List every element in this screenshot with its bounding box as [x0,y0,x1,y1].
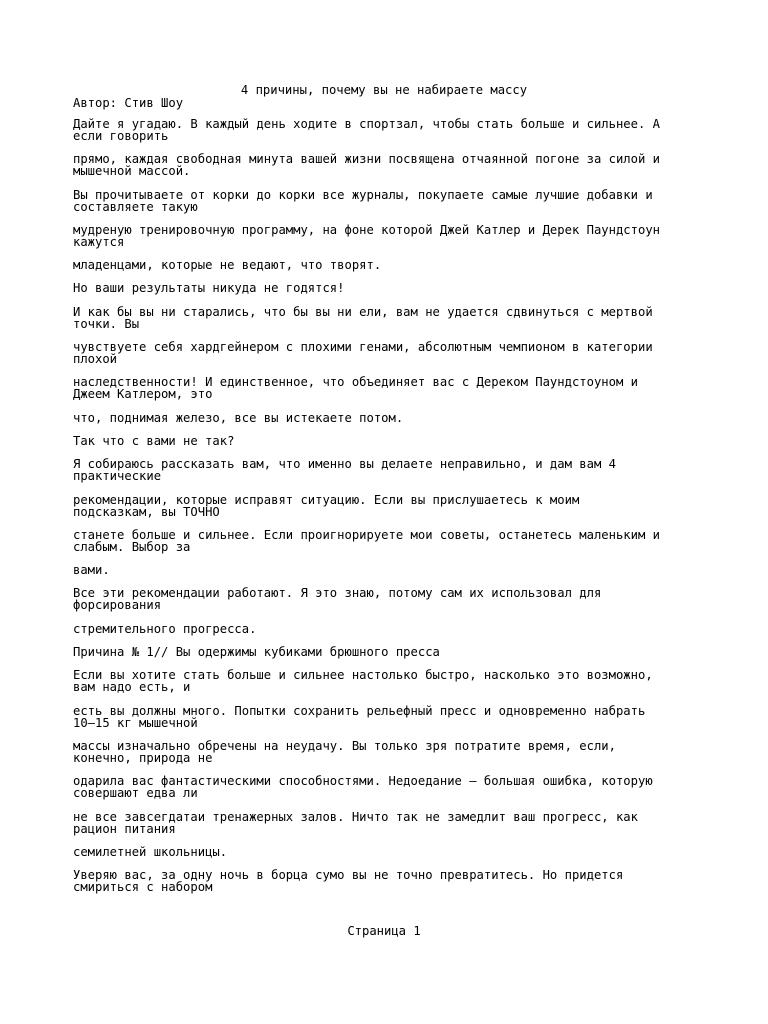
paragraph-line: слабым. Выбор за [73,539,191,554]
paragraph-line: практические [73,469,162,484]
body-paragraph [73,529,703,553]
paragraph-line: форсирования [73,598,162,613]
paragraph-line: Дайте я угадаю. В каждый день ходите в спортзал, чтобы стать больше и сильнее. А [73,117,660,131]
paragraph-line: подсказкам, вы ТОЧНО [73,504,220,519]
paragraph-line: Причина № 1// Вы одержимы кубиками брюшного пресса [73,645,440,660]
body-paragraph [73,869,703,893]
body-paragraph [73,412,703,424]
paragraph-line: составляете такую [73,199,198,214]
body-paragraph [73,811,703,835]
page-number-footer: Страница 1 [347,924,421,938]
paragraph-line: смириться с набором [73,880,213,895]
paragraph-line: не все завсегдатаи тренажерных залов. Ничто так не замедлит ваш прогресс, как [73,809,638,824]
body-paragraph [73,259,703,271]
paragraph-line: наследственности! И единственное, что объединяет вас с Дереком Паундстоуном и [73,375,638,390]
body-paragraph [73,306,703,330]
body-paragraph [73,646,703,658]
paragraph-line: Вы прочитываете от корки до корки все журналы, покупаете самые лучшие добавки и [73,187,653,202]
paragraph-line: одарила вас фантастическими способностями. Недоедание – большая ошибка, которую [73,774,653,789]
body-paragraph [73,341,703,365]
paragraph-line: точки. Вы [73,316,140,331]
paragraph-line: 10–15 кг мышечной [73,715,198,730]
paragraph-line: Джеем Катлером, это [73,387,213,402]
body-paragraph [73,623,703,635]
paragraph-line: мышечной массой. [73,164,191,179]
paragraph-line: И как бы вы ни старались, что бы вы ни ели, вам не удается сдвинуться с мертвой [73,304,653,319]
body-paragraph [73,846,703,858]
paragraph-line: прямо, каждая свободная минута вашей жизни посвящена отчаянной погоне за силой и [73,152,660,167]
paragraph-line: что, поднимая железо, все вы истекаете потом. [73,410,404,425]
body-paragraph [73,435,703,447]
paragraph-line: рекомендации, которые исправят ситуацию. Если вы прислушаетесь к моим [73,492,580,507]
paragraph-line: Если вы хотите стать больше и сильнее настолько быстро, насколько это возможно, [73,668,653,683]
body-paragraph [73,458,703,482]
paragraph-line: Так что с вами не так? [73,433,235,448]
paragraph-line: младенцами, которые не ведают, что творят. [73,258,382,273]
body-paragraph [73,153,703,177]
paragraph-line: массы изначально обречены на неудачу. Вы только зря потратите время, если, [73,738,616,753]
paragraph-line: если говорить [73,129,169,143]
paragraph-line: Я собираюсь рассказать вам, что именно вы делаете неправильно, и дам вам 4 [73,457,616,472]
body-paragraph [73,775,703,799]
body-paragraph [73,224,703,248]
body-paragraph [73,282,703,294]
document-body [73,118,703,904]
body-paragraph [73,705,703,729]
paragraph-line: рацион питания [73,821,176,836]
paragraph-line: Уверяю вас, за одну ночь в борца сумо вы не точно превратитесь. Но придется [73,868,624,883]
paragraph-line: вам надо есть, и [73,680,191,695]
paragraph-line: есть вы должны много. Попытки сохранить рельефный пресс и одновременно набрать [73,703,646,718]
paragraph-line: станете больше и сильнее. Если проигнорируете мои советы, останетесь маленьким и [73,527,660,542]
paragraph-line: Все эти рекомендации работают. Я это знаю, потому сам их использовал для [73,586,602,601]
paragraph-line: стремительного прогресса. [73,621,257,636]
body-paragraph [73,669,703,693]
paragraph-line: конечно, природа не [73,750,213,765]
paragraph-line: Но ваши результаты никуда не годятся! [73,281,345,296]
document-author: Автор: Стив Шоу [73,96,184,110]
paragraph-line: плохой [73,352,118,367]
body-paragraph [73,189,703,213]
paragraph-line: семилетней школьницы. [73,844,228,859]
body-paragraph [73,740,703,764]
paragraph-line: чувствуете себя хардгейнером с плохими генами, абсолютным чемпионом в категории [73,340,653,355]
body-paragraph [73,587,703,611]
body-paragraph [73,118,703,142]
body-paragraph [73,494,703,518]
body-paragraph [73,564,703,576]
paragraph-line: совершают едва ли [73,786,198,801]
paragraph-line: мудреную тренировочную программу, на фоне которой Джей Катлер и Дерек Паундстоун [73,222,660,237]
document-title: 4 причины, почему вы не набираете массу [240,83,528,97]
paragraph-line: вами. [73,563,110,578]
paragraph-line: кажутся [73,234,125,249]
body-paragraph [73,376,703,400]
